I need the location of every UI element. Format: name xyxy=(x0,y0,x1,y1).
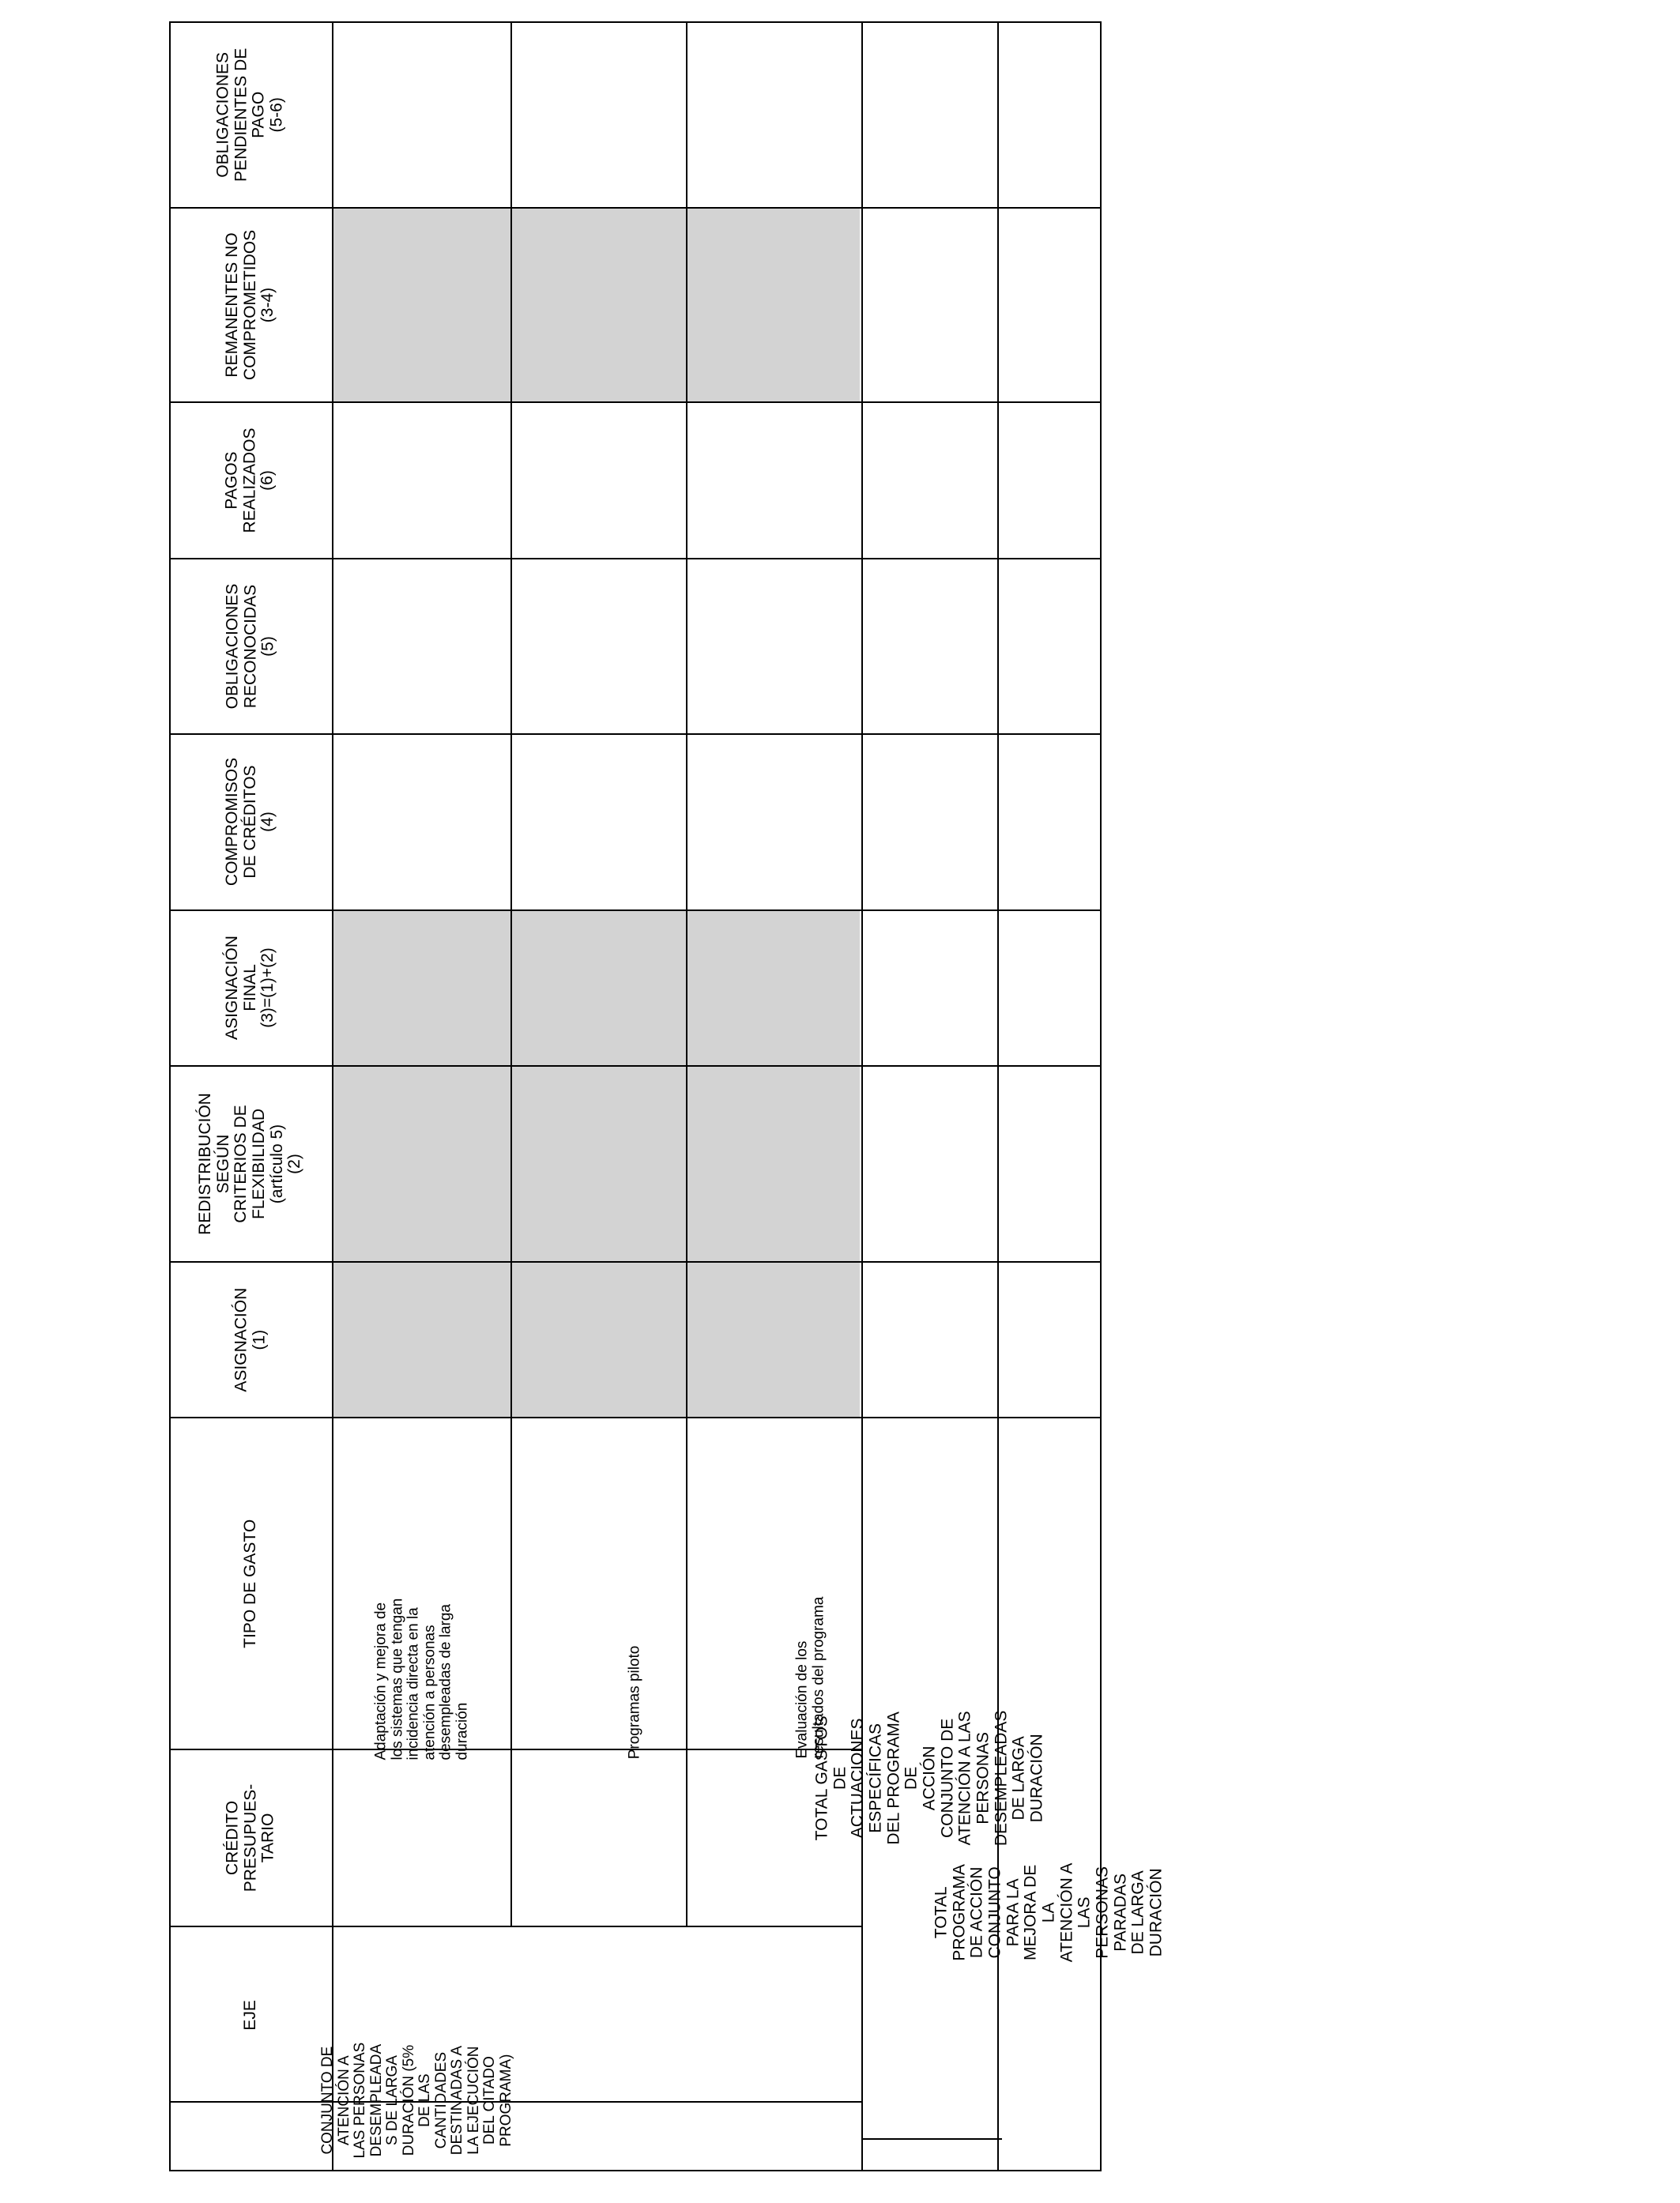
shade-asignacion-final xyxy=(332,910,860,1066)
header-obligaciones-text: OBLIGACIONES RECONOCIDAS (5) xyxy=(222,583,277,710)
eje-value-text: CONJUNTO DE ATENCIÓN A LAS PERSONAS DESEMPLEADA S DE LARGA DURACIÓN (5% DE LAS CANTIDADES DESTINADAS A LA EJECUCIÓN DEL CITADO PROGRAMA) xyxy=(318,2042,514,2159)
header-asignacion-text: ASIGNACIÓN (1) xyxy=(232,1287,268,1392)
header-obligaciones xyxy=(169,559,332,733)
shade-redistribucion xyxy=(332,1066,860,1262)
header-compromisos xyxy=(169,735,332,909)
eje-value-cell xyxy=(318,1927,861,2159)
row-line-1 xyxy=(510,21,512,1418)
row-1-tipo-text: Adaptación y mejora de los sistemas que tengan incidencia directa en la atención a personas desempleadas de larga duración xyxy=(372,1599,471,1761)
header-remanentes-text: REMANENTES NO COMPROMETIDOS (3-4) xyxy=(222,229,277,381)
col-line-total-esp xyxy=(861,2138,1002,2140)
header-asignacion xyxy=(169,1263,332,1417)
header-pagos-text: PAGOS REALIZADOS (6) xyxy=(222,427,277,533)
header-eje xyxy=(169,1927,332,2103)
row-2-tipo xyxy=(512,1418,686,1926)
header-redistribucion-text: REDISTRIBUCIÓN SEGÚN CRITERIOS DE FLEXIBILIDAD (artículo 5) (2) xyxy=(195,1093,304,1235)
total-programa-text: TOTAL PROGRAMA DE ACCIÓN CONJUNTO PARA LA MEJORA DE LA ATENCIÓN A LAS PERSONAS PARADAS DE LARGA DURACIÓN xyxy=(932,1862,1166,1963)
row-1-tipo xyxy=(333,1418,510,1926)
header-remanentes xyxy=(169,209,332,401)
header-tipo xyxy=(169,1418,332,1749)
row-3-tipo xyxy=(687,1418,861,1926)
header-pendientes-text: OBLIGACIONES PENDIENTES DE PAGO (5-6) xyxy=(213,47,286,183)
total-programa-cell xyxy=(932,1418,1166,2170)
shade-remanentes xyxy=(332,208,860,402)
total-especificas-cell xyxy=(812,1418,1046,2138)
header-eje-text: EJE xyxy=(240,1999,259,2031)
header-credito xyxy=(169,1750,332,1926)
row-3-tipo-text: Evaluación de los resultados del programa xyxy=(793,1597,827,1759)
header-credito-text: CRÉDITO PRESUPUES- TARIO xyxy=(222,1783,277,1892)
header-asignacion-final-text: ASIGNACIÓN FINAL (3)=(1)+(2) xyxy=(222,936,277,1041)
row-2-tipo-text: Programas piloto xyxy=(626,1645,643,1759)
header-redistribucion xyxy=(169,1067,332,1261)
shade-asignacion xyxy=(332,1262,860,1418)
header-pendientes xyxy=(169,23,332,207)
header-asignacion-final xyxy=(169,911,332,1065)
border-right xyxy=(1100,21,1102,2171)
header-tipo-text: TIPO DE GASTO xyxy=(240,1519,259,1648)
total-especificas-text: TOTAL GASTOS DE ACTUACIONES ESPECÍFICAS DEL PROGRAMA DE ACCIÓN CONJUNTO DE ATENCIÓN A LAS PERSONAS DESEMPLEADAS DE LARGA DURACIÓN xyxy=(812,1710,1046,1847)
header-compromisos-text: COMPROMISOS DE CRÉDITOS (4) xyxy=(222,758,277,887)
header-pagos xyxy=(169,403,332,558)
border-bottom xyxy=(169,2170,1102,2171)
